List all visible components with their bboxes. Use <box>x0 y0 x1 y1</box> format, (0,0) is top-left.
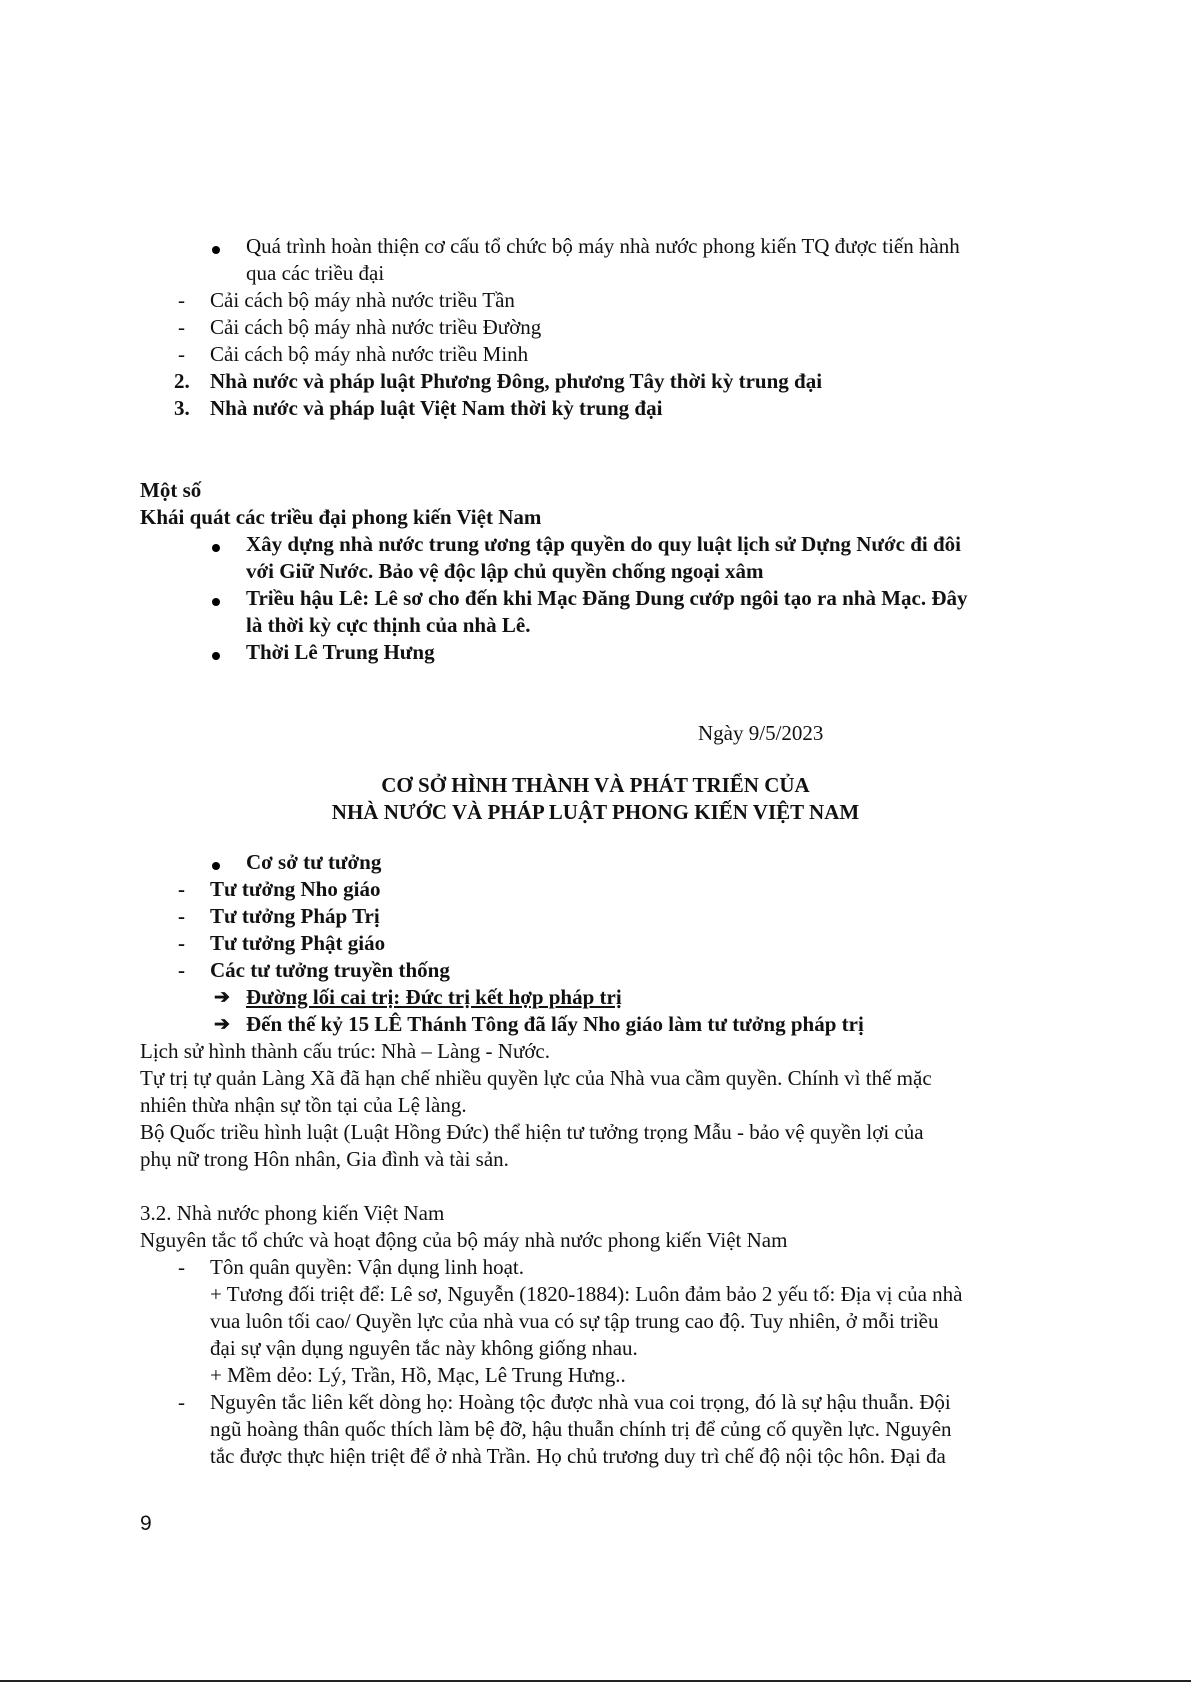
list-number: 2. <box>174 369 190 393</box>
dash-item-detail: vua luôn tối cao/ Quyền lực của nhà vua có sự tập trung cao độ. Tuy nhiên, ở mỗi triều <box>210 1309 939 1333</box>
bullet-dot <box>212 544 220 552</box>
numbered-heading: Nhà nước và pháp luật Phương Đông, phương Tây thời kỳ trung đại <box>210 369 823 393</box>
bullet-text: Cơ sở tư tưởng <box>246 850 382 874</box>
bullet-dot <box>212 652 220 660</box>
date-line: Ngày 9/5/2023 <box>698 721 824 745</box>
bullet-text: qua các triều đại <box>246 261 385 285</box>
dash-marker: - <box>178 288 185 312</box>
bottom-divider <box>0 1680 1191 1682</box>
bullet-text: Xây dựng nhà nước trung ương tập quyền do quy luật lịch sử Dựng Nước đi đôi <box>246 532 962 556</box>
bullet-dot <box>212 862 220 870</box>
paragraph: Bộ Quốc triều hình luật (Luật Hồng Đức) thể hiện tư tưởng trọng Mẫu - bảo vệ quyền lợi của <box>140 1120 924 1144</box>
section-subheading: Nguyên tắc tổ chức và hoạt động của bộ máy nhà nước phong kiến Việt Nam <box>140 1228 788 1252</box>
section-heading: Khái quát các triều đại phong kiến Việt Nam <box>140 505 542 529</box>
section-heading: 3.2. Nhà nước phong kiến Việt Nam <box>140 1201 445 1225</box>
paragraph: Tự trị tự quản Làng Xã đã hạn chế nhiều quyền lực của Nhà vua cầm quyền. Chính vì thế mặc <box>140 1066 932 1090</box>
dash-marker: - <box>178 315 185 339</box>
section-heading: Một số <box>140 478 202 502</box>
dash-marker: - <box>178 342 185 366</box>
dash-marker: - <box>178 1255 185 1279</box>
arrow-icon: ➔ <box>214 1014 230 1035</box>
dash-marker: - <box>178 931 185 955</box>
dash-item-detail: đại sự vận dụng nguyên tắc này không giống nhau. <box>210 1336 638 1360</box>
paragraph: phụ nữ trong Hôn nhân, Gia đình và tài sản. <box>140 1147 509 1171</box>
dash-marker: - <box>178 1390 185 1414</box>
dash-item-detail: ngũ hoàng thân quốc thích làm bệ đỡ, hậu thuẫn chính trị để củng cố quyền lực. Nguyên <box>210 1417 952 1441</box>
bullet-text: Thời Lê Trung Hưng <box>246 640 435 664</box>
dash-item: Tư tưởng Pháp Trị <box>210 904 380 928</box>
arrow-item: Đường lối cai trị: Đức trị kết hợp pháp trị <box>246 985 622 1009</box>
bullet-text: với Giữ Nước. Bảo vệ độc lập chủ quyền chống ngoại xâm <box>246 559 764 583</box>
dash-item: Tư tưởng Nho giáo <box>210 877 381 901</box>
dash-item-detail: tắc được thực hiện triệt để ở nhà Trần. Họ chủ trương duy trì chế độ nội tộc hôn. Đại đa <box>210 1444 946 1468</box>
dash-item: Cải cách bộ máy nhà nước triều Tần <box>210 288 515 312</box>
dash-marker: - <box>178 877 185 901</box>
numbered-heading: Nhà nước và pháp luật Việt Nam thời kỳ trung đại <box>210 396 663 420</box>
bullet-text: Quá trình hoàn thiện cơ cấu tổ chức bộ máy nhà nước phong kiến TQ được tiến hành <box>246 234 960 258</box>
bullet-dot <box>212 246 220 254</box>
dash-marker: - <box>178 958 185 982</box>
dash-marker: - <box>178 904 185 928</box>
dash-item: Tôn quân quyền: Vận dụng linh hoạt. <box>210 1255 524 1279</box>
bullet-text: Triều hậu Lê: Lê sơ cho đến khi Mạc Đăng Dung cướp ngôi tạo ra nhà Mạc. Đây <box>246 586 968 610</box>
paragraph: Lịch sử hình thành cấu trúc: Nhà – Làng - Nước. <box>140 1039 551 1063</box>
dash-item: Các tư tưởng truyền thống <box>210 958 450 982</box>
dash-item: Tư tưởng Phật giáo <box>210 931 386 955</box>
list-number: 3. <box>174 396 190 420</box>
page-title: CƠ SỞ HÌNH THÀNH VÀ PHÁT TRIỂN CỦA <box>381 773 810 797</box>
bullet-text: là thời kỳ cực thịnh của nhà Lê. <box>246 613 531 637</box>
paragraph: nhiên thừa nhận sự tồn tại của Lệ làng. <box>140 1093 467 1117</box>
dash-item: Nguyên tắc liên kết dòng họ: Hoàng tộc được nhà vua coi trọng, đó là sự hậu thuẫn. Đội <box>210 1390 951 1414</box>
page-number: 9 <box>140 1512 152 1535</box>
dash-item: Cải cách bộ máy nhà nước triều Minh <box>210 342 529 366</box>
dash-item: Cải cách bộ máy nhà nước triều Đường <box>210 315 542 339</box>
page-title: NHÀ NƯỚC VÀ PHÁP LUẬT PHONG KIẾN VIỆT NAM <box>331 800 860 824</box>
dash-item-detail: + Mềm dẻo: Lý, Trần, Hồ, Mạc, Lê Trung Hưng.. <box>210 1363 626 1387</box>
bullet-dot <box>212 598 220 606</box>
arrow-item: Đến thế kỷ 15 LÊ Thánh Tông đã lấy Nho giáo làm tư tưởng pháp trị <box>246 1012 864 1036</box>
dash-item-detail: + Tương đối triệt để: Lê sơ, Nguyễn (1820-1884): Luôn đảm bảo 2 yếu tố: Địa vị của nhà <box>210 1282 963 1306</box>
arrow-icon: ➔ <box>214 987 230 1008</box>
